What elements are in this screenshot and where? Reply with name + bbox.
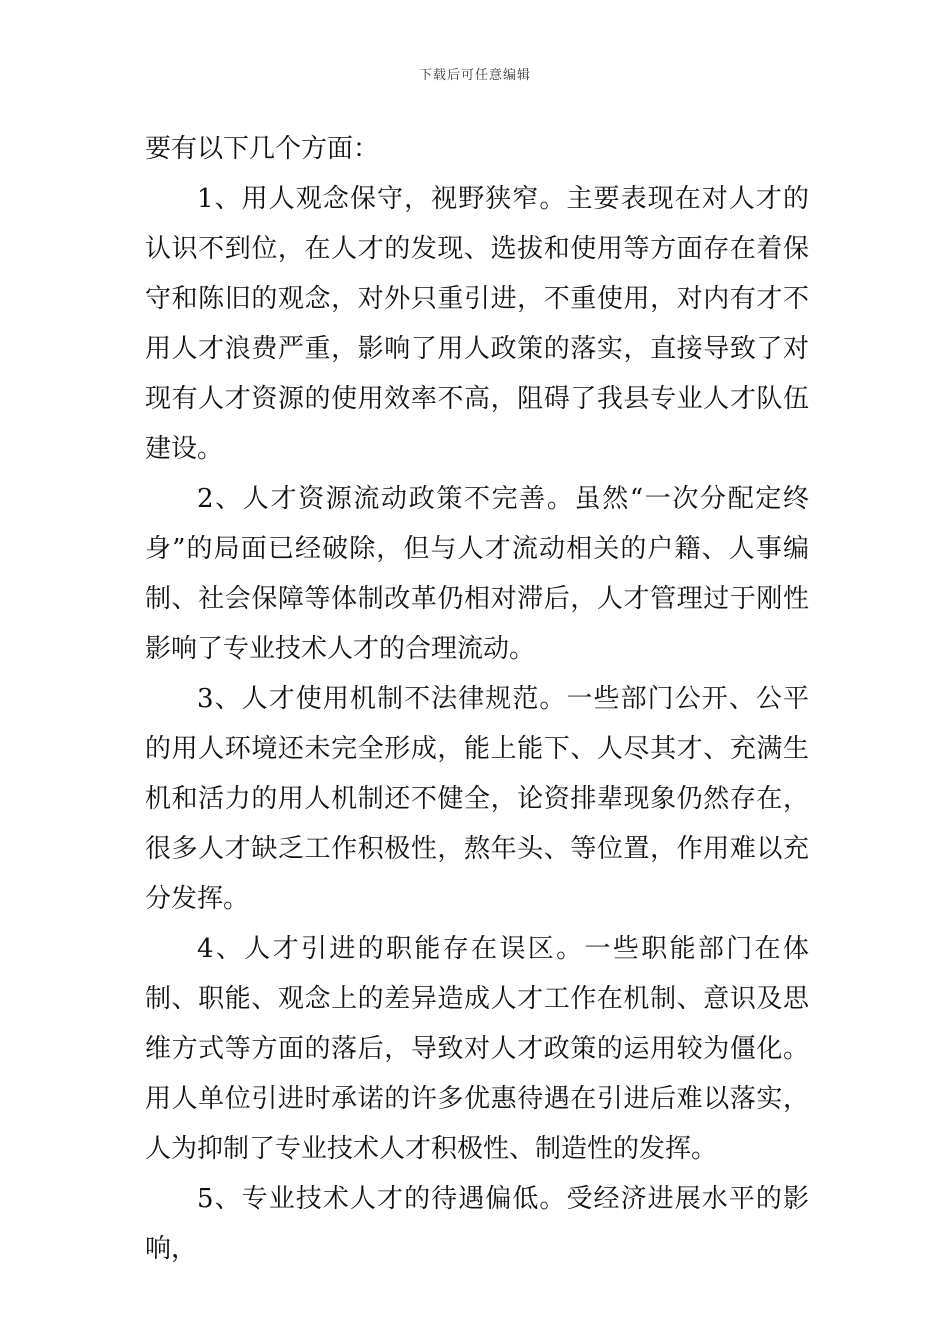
page-header: 下载后可任意编辑 [418, 68, 531, 83]
paragraph-item-5: 5、专业技术人才的待遇偏低。受经济进展水平的影响， [145, 1184, 809, 1264]
paragraph-item-1: 1、用人观念保守，视野狭窄。主要表现在对人才的认识不到位，在人才的发现、选拔和使用等方面存在着保守和陈旧的观念，对外只重引进，不重使用，对内有才不用人才浪费严重，影响了用人政策的落实，直接导致了对现有人才资源的使用效率不高，阻碍了我县专业人才队伍建设。 [145, 184, 809, 464]
paragraph-item-3: 3、人才使用机制不法律规范。一些部门公开、公平的用人环境还未完全形成，能上能下、人尽其才、充满生机和活力的用人机制还不健全，论资排辈现象仍然存在，很多人才缺乏工作积极性，熬年头、等位置，作用难以充分发挥。 [145, 684, 809, 914]
paragraph-item-4: 4、人才引进的职能存在误区。一些职能部门在体制、职能、观念上的差异造成人才工作在机制、意识及思维方式等方面的落后，导致对人才政策的运用较为僵化。用人单位引进时承诺的许多优惠待遇在引进后难以落实，人为抑制了专业技术人才积极性、制造性的发挥。 [145, 934, 809, 1164]
paragraph-item-2: 2、人才资源流动政策不完善。虽然“一次分配定终身”的局面已经破除，但与人才流动相关的户籍、人事编制、社会保障等体制改革仍相对滞后，人才管理过于刚性影响了专业技术人才的合理流动。 [145, 484, 809, 664]
paragraph-intro: 要有以下几个方面： [145, 134, 380, 164]
document-body [145, 124, 809, 1274]
